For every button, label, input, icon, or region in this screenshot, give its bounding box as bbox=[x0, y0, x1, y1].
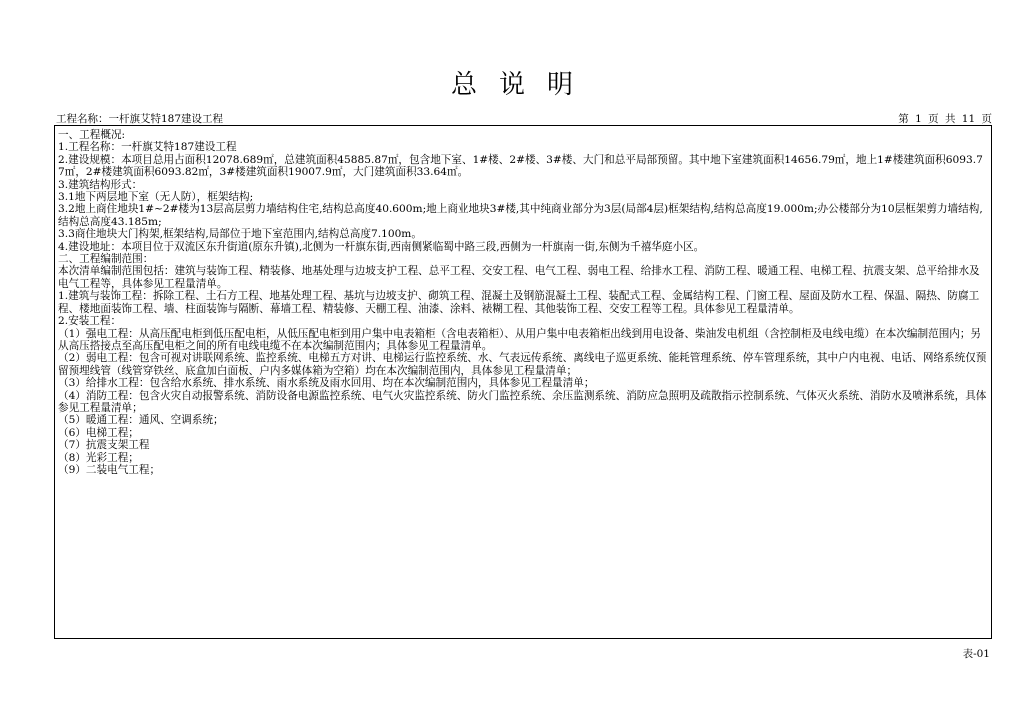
text-line: 3.2地上商住地块1#~2#楼为13层高层剪力墙结构住宅,结构总高度40.600m;地上商业地块3#楼,其中纯商业部分为3层(局部4层)框架结构,结构总高度19.000m;办公楼部分为10层框架剪力墙结构,结构总高度43.185m; bbox=[58, 203, 983, 228]
text-line: （2）弱电工程：包含可视对讲联网系统、监控系统、电梯五方对讲、电梯运行监控系统、水、气表远传系统、离线电子巡更系统、能耗管理系统、停车管理系统，其中户内电视、电话、网络系统仅预留预埋线管（线管穿铁丝、底盒加白面板、户内多媒体箱为空箱）均在本次编制范围内，具体参见工程量清单； bbox=[58, 352, 987, 377]
text-line: （4）消防工程：包含火灾自动报警系统、消防设备电源监控系统、电气火灾监控系统、防火门监控系统、余压监测系统、消防应急照明及疏散指示控制系统、气体灭火系统、消防水及喷淋系统，具体参见工程量清单； bbox=[58, 389, 987, 414]
text-line: 4.建设地址：本项目位于双流区东升街道(原东升镇),北侧为一杆旗东街,西南侧紧临蜀中路三段,西侧为一杆旗南一街,东侧为千禧华庭小区。 bbox=[58, 240, 705, 253]
sheet-number: 表-01 bbox=[962, 648, 990, 660]
text-line: 3.3商住地块大门构架,框架结构,局部位于地下室范围内,结构总高度7.100m。 bbox=[58, 228, 422, 241]
text-line: 本次清单编制范围包括：建筑与装饰工程、精装修、地基处理与边坡支护工程、总平工程、交安工程、电气工程、弱电工程、给排水工程、消防工程、暖通工程、电梯工程、抗震支架、总平给排水及电气工程等，具体参见工程量清单。 bbox=[58, 265, 980, 290]
content-frame bbox=[54, 125, 992, 639]
text-line: （5）暖通工程：通风、空调系统； bbox=[58, 414, 224, 427]
text-line: （1）强电工程：从高压配电柜到低压配电柜，从低压配电柜到用户集中电表箱柜（含电表箱柜）、从用户集中电表箱柜出线到用电设备、柴油发电机组（含控制柜及电线电缆）在本次编制范围内；另从高压搭接点至高压配电柜之间的所有电线电缆不在本次编制范围内；具体参见工程量清单。 bbox=[58, 327, 982, 352]
page-title: 总说明 bbox=[450, 70, 595, 100]
text-line: 一、工程概况: bbox=[58, 129, 126, 141]
text-line: （8）光彩工程； bbox=[58, 451, 139, 464]
text-line: （9）二装电气工程； bbox=[58, 463, 161, 476]
text-line: 2.安装工程： bbox=[58, 315, 122, 328]
text-line: 二、工程编制范围： bbox=[58, 253, 154, 266]
description-body bbox=[58, 129, 988, 476]
text-line: 3.建筑结构形式： bbox=[58, 178, 143, 191]
project-name: 工程名称：一杆旗艾特187建设工程 bbox=[56, 113, 224, 125]
text-line: 2.建设规模：本项目总用占面积12078.689㎡，总建筑面积45885.87㎡，包含地下室、1#楼、2#楼、3#楼、大门和总平局部预留。其中地下室建筑面积14656.79㎡，地上1#楼建筑面积6093.77㎡，2#楼建筑面积6093.82㎡，3#楼建筑面积19007.9㎡，大门建筑面积33.64㎡。 bbox=[58, 153, 983, 179]
page-info: 第 1 页 共 11 页 bbox=[898, 113, 992, 125]
text-line: 1.建筑与装饰工程：拆除工程、土石方工程、地基处理工程、基坑与边坡支护、砌筑工程、混凝土及钢筋混凝土工程、装配式工程、金属结构工程、门窗工程、屋面及防水工程、保温、隔热、防腐工程、楼地面装饰工程、墙、柱面装饰与隔断、幕墙工程、精装修、天棚工程、油漆、涂料、裱糊工程、其他装饰工程、交安工程等工程。具体参见工程量清单。 bbox=[58, 290, 980, 315]
text-line: 3.1地下两层地下室（无人防），框架结构; bbox=[58, 191, 254, 204]
text-line: （6）电梯工程； bbox=[58, 426, 139, 439]
text-line: （3）给排水工程：包含给水系统、排水系统、雨水系统及雨水回用、均在本次编制范围内，具体参见工程量清单； bbox=[58, 377, 595, 390]
text-line: （7）抗震支架工程 bbox=[58, 439, 150, 452]
text-line: 1.工程名称：一杆旗艾特187建设工程 bbox=[58, 141, 237, 154]
